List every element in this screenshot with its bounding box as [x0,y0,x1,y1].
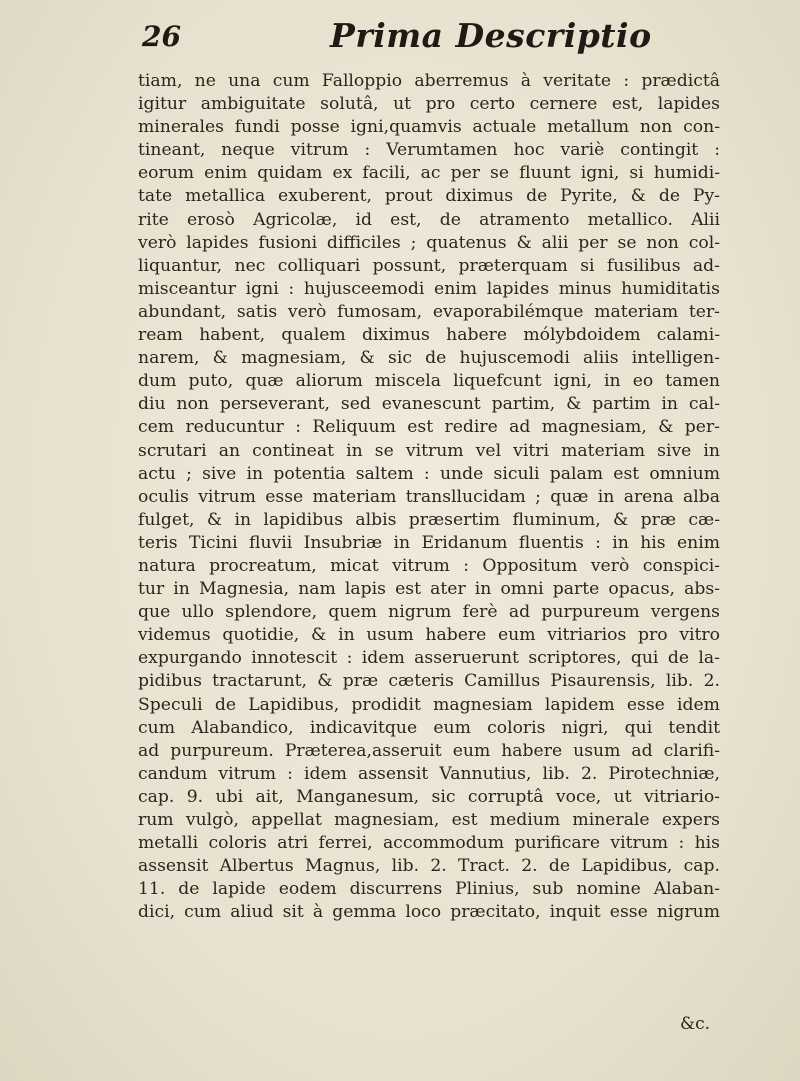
text-line: pidibus tractarunt, & præ cæteris Camillus Pisaurensis, lib. 2. [138,671,720,692]
text-line: tiam, ne una cum Falloppio aberremus à veritate : prædictâ [138,71,720,91]
text-line: cum Alabandico, indicavitque eum coloris nigri, qui tendit [138,717,720,738]
text-line: metalli coloris atri ferrei, accommodum purificare vitrum : his [138,833,720,854]
text-line: tur in Magnesia, nam lapis est ater in omni parte opacus, abs- [138,579,720,600]
text-line: que ullo splendore, quem nigrum ferè ad purpureum vergens [138,602,720,623]
text-line: scrutari an contineat in se vitrum vel vitri materiam sive in [138,440,720,461]
text-line: cap. 9. ubi ait, Manganesum, sic corruptâ voce, ut vitriario- [138,786,720,807]
text-line: ad purpureum. Præterea,asseruit eum habere usum ad clarifi- [138,740,720,761]
text-line: narem, & magnesiam, & sic de hujuscemodi aliis intelligen- [138,348,720,369]
text-line: rite erosò Agricolæ, id est, de atramento metallico. Alii [138,209,720,230]
text-line: dum puto, quæ aliorum miscela liquefcunt igni, in eo tamen [138,371,720,392]
text-line: teris Ticini fluvii Insubriæ in Eridanum fluentis : in his enim [138,532,720,553]
text-line: eorum enim quidam ex facili, ac per se fluunt igni, si humidi- [138,163,720,184]
text-line: igitur ambiguitate solutâ, ut pro certo cernere est, lapides [138,94,720,115]
running-title: Prima Descriptio [330,16,652,55]
text-line: candum vitrum : idem assensit Vannutius, lib. 2. Pirotechniæ, [138,763,720,784]
text-line: Speculi de Lapidibus, prodidit magnesiam lapidem esse idem [138,694,720,715]
text-line: dici, cum aliud sit à gemma loco præcitato, inquit esse nigrum [138,902,720,923]
text-line: verò lapides fusioni difficiles ; quatenus & alii per se non col- [138,232,720,253]
text-line: oculis vitrum esse materiam transllucidam ; quæ in arena alba [138,486,720,507]
catchword: &c. [680,1014,711,1034]
text-line: cem reducuntur : Reliquum est redire ad magnesiam, & per- [138,417,720,438]
page-number: 26 [142,20,181,53]
text-line: tineant, neque vitrum : Verumtamen hoc variè contingit : [138,140,720,161]
text-line: videmus quotidie, & in usum habere eum vitriarios pro vitro [138,625,720,646]
text-line: diu non perseverant, sed evanescunt partim, & partim in cal- [138,394,720,415]
text-line: expurgando innotescit : idem asseruerunt scriptores, qui de la- [138,648,720,669]
text-line: rum vulgò, appellat magnesiam, est medium minerale expers [138,810,720,830]
text-line: abundant, satis verò fumosam, evaporabilémque materiam ter- [138,301,720,322]
text-line: 11. de lapide eodem discurrens Plinius, sub nomine Alaban- [138,879,720,900]
body-text [138,70,720,924]
text-line: tate metallica exuberent, prout diximus de Pyrite, & de Py- [138,186,720,207]
text-line: minerales fundi posse igni,quamvis actuale metallum non con- [138,117,720,138]
text-line: natura procreatum, micat vitrum : Oppositum verò conspici- [138,555,720,576]
text-line: assensit Albertus Magnus, lib. 2. Tract. 2. de Lapidibus, cap. [138,856,720,877]
text-line: actu ; sive in potentia saltem : unde siculi palam est omnium [138,463,720,484]
text-line: liquantur, nec colliquari possunt, præterquam si fusilibus ad- [138,255,720,276]
text-line: fulget, & in lapidibus albis præsertim fluminum, & præ cæ- [138,509,720,530]
text-line: ream habent, qualem diximus habere mólybdoidem calami- [138,325,720,346]
text-line: misceantur igni : hujusceemodi enim lapides minus humiditatis [138,278,720,299]
